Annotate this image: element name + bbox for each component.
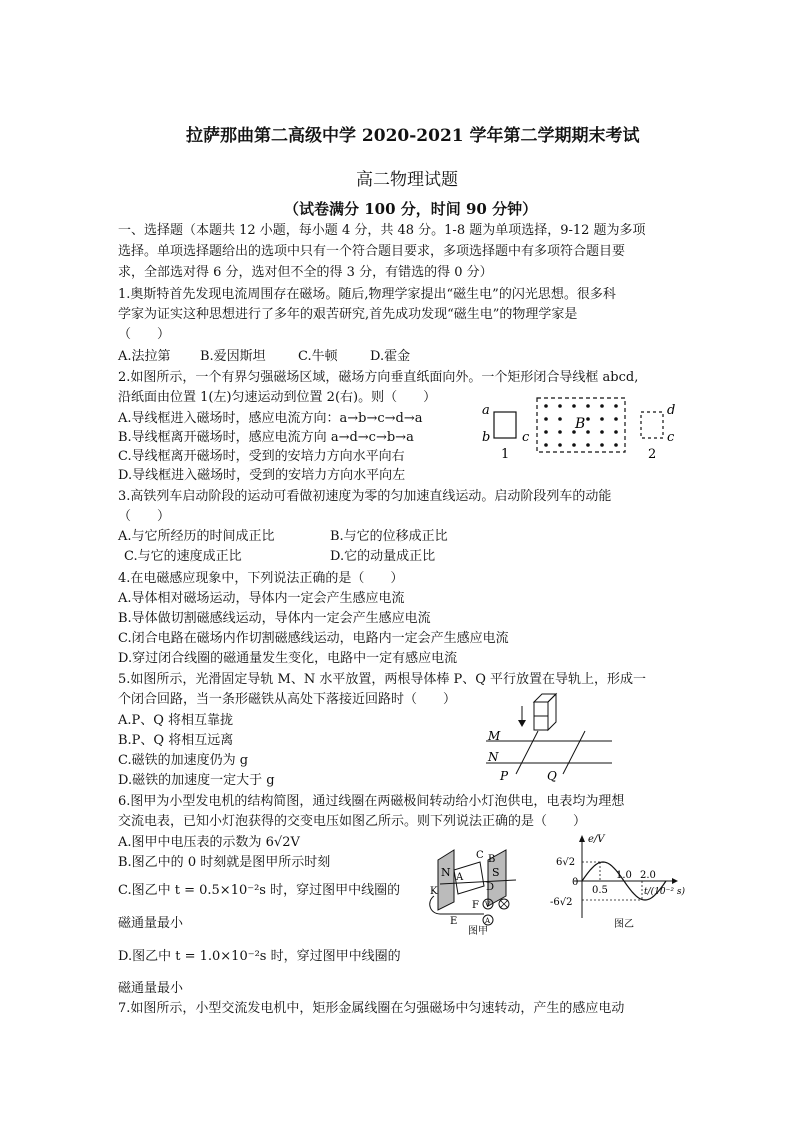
field-dot <box>614 443 618 447</box>
q6-label-c: C <box>476 850 484 861</box>
q2-frame-pos2 <box>641 412 663 438</box>
q6-option-a: A.图甲中电压表的示数为 6√2V <box>118 835 300 850</box>
q1-option-d: D.霍金 <box>370 349 411 364</box>
q1-line-2: 学家为证实这种思想进行了多年的艰苦研究,首先成功发现“磁生电”的物理学家是 <box>118 307 578 322</box>
q1-line-1: 1.奥斯特首先发现电流周围存在磁场。随后,物理学家提出“磁生电”的闪光思想。很多科 <box>118 287 616 302</box>
q3-option-b: B.与它的位移成正比 <box>330 529 448 544</box>
q6-label-n: N <box>441 866 451 879</box>
q6-yi-xlabel: t/(10⁻² s) <box>644 887 685 897</box>
q6-label-f: F <box>472 900 479 911</box>
field-dot <box>586 417 590 421</box>
q5-option-c: C.磁铁的加速度仍为 g <box>118 753 249 768</box>
q4-option-a: A.导体相对磁场运动，导体内一定会产生感应电流 <box>118 591 405 606</box>
q6-caption-jia: 图甲 <box>468 926 488 937</box>
q6-line-1: 6.图甲为小型发电机的结构简图，通过线圈在两磁极间转动给小灯泡供电，电表均为理想 <box>118 794 625 809</box>
q6-caption-yi: 图乙 <box>614 919 634 930</box>
q1-line-3: （ ） <box>118 327 171 342</box>
q2-figure <box>480 396 680 462</box>
q2-label-B: B <box>575 416 586 432</box>
field-dot <box>572 443 576 447</box>
section-instructions-line-1: 一、选择题（本题共 12 小题，每小题 4 分，共 48 分。1-8 题为单项选择，9-12 题为多项 <box>118 223 646 238</box>
field-dot <box>544 404 548 408</box>
q4-option-d: D.穿过闭合线圈的磁通量发生变化，电路中一定有感应电流 <box>118 651 458 666</box>
q2-option-b: B.导线框离开磁场时，感应电流方向 a→d→c→b→a <box>118 430 414 445</box>
q3-line-2: （ ） <box>118 509 171 524</box>
q2-line-1: 2.如图所示，一个有界匀强磁场区域，磁场方向垂直纸面向外。一个矩形闭合导线框 abcd, <box>118 370 639 385</box>
q6-label-s: S <box>492 866 500 879</box>
q6-label-b: B <box>488 854 496 865</box>
field-dot <box>586 443 590 447</box>
q6-pole-n <box>438 850 454 910</box>
q2-option-a: A.导线框进入磁场时，感应电流方向：a→b→c→d→a <box>118 411 423 426</box>
field-dot <box>600 430 604 434</box>
field-dot <box>544 443 548 447</box>
q3-option-a: A.与它所经历的时间成正比 <box>118 529 275 544</box>
q5-line-2: 个闭合回路，当一条形磁铁从高处下落接近回路时（ ） <box>118 692 457 707</box>
field-dot <box>614 417 618 421</box>
q5-label-p: P <box>500 769 509 783</box>
q7-line-1: 7.如图所示，小型交流发电机中，矩形金属线圈在匀强磁场中匀速转动，产生的感应电动 <box>118 1001 625 1016</box>
q2-label-pos1: 1 <box>501 447 510 462</box>
q6-yi-ytop: 6√2 <box>556 857 576 868</box>
q6-figure-yi <box>548 832 688 932</box>
q6-yi-tick-05: 0.5 <box>592 885 608 896</box>
q6-yi-tick-20: 2.0 <box>640 870 656 881</box>
q2-frame-pos1 <box>494 412 516 438</box>
field-dot <box>600 417 604 421</box>
q2-option-c: C.导线框离开磁场时，受到的安培力方向水平向右 <box>118 449 405 464</box>
q5-label-n: N <box>488 750 499 764</box>
q2-label-c: c <box>522 430 530 445</box>
q6-option-d: D.图乙中 t = 1.0×10⁻²s 时，穿过图甲中线圈的 <box>118 949 401 964</box>
q6-label-a: A <box>456 872 464 883</box>
q6-figure-jia <box>426 840 532 937</box>
q5-label-m: M <box>488 729 501 743</box>
q2-line-2: 沿纸面由位置 1(左)匀速运动到位置 2(右)。则（ ） <box>118 390 437 405</box>
q4-option-b: B.导体做切割磁感线运动，导体内一定会产生感应电流 <box>118 611 431 626</box>
q6-label-k: K <box>430 886 438 897</box>
q2-label-c2: c <box>667 430 675 445</box>
q5-figure <box>486 690 636 786</box>
q5-magnet <box>534 694 556 730</box>
q6-option-c: C.图乙中 t = 0.5×10⁻²s 时，穿过图甲中线圈的 <box>118 883 401 898</box>
section-instructions-line-2: 选择。单项选择题给出的选项中只有一个符合题目要求，多项选择题中有多项符合题目要 <box>118 244 626 259</box>
q6-option-d-cont: 磁通量最小 <box>118 981 184 996</box>
q6-label-d: D <box>486 882 495 893</box>
q6-option-b: B.图乙中的 0 时刻就是图甲所示时刻 <box>118 855 331 870</box>
field-dot <box>544 417 548 421</box>
q3-option-c: C.与它的速度成正比 <box>124 549 242 564</box>
field-dot <box>600 404 604 408</box>
section-instructions-line-3: 求，全部选对得 6 分，选对但不全的得 3 分，有错选的得 0 分） <box>118 265 493 280</box>
q6-label-am: A <box>485 917 491 925</box>
field-dot <box>544 430 548 434</box>
q3-option-d: D.它的动量成正比 <box>330 549 436 564</box>
q2-label-a: a <box>482 403 490 418</box>
q1-option-a: A.法拉第 <box>118 349 171 364</box>
q5-option-b: B.P、Q 将相互远离 <box>118 733 234 748</box>
q2-label-d: d <box>667 403 676 418</box>
q5-option-d: D.磁铁的加速度一定大于 g <box>118 773 275 788</box>
q6-yi-ybottom: -6√2 <box>550 897 573 908</box>
q5-bar-p <box>516 731 538 774</box>
field-dot <box>586 430 590 434</box>
field-dot <box>572 404 576 408</box>
exam-subtitle: 高二物理试题 <box>356 170 458 190</box>
q1-option-b: B.爱因斯坦 <box>200 349 266 364</box>
q1-option-c: C.牛顿 <box>298 349 338 364</box>
q5-option-a: A.P、Q 将相互靠拢 <box>118 713 234 728</box>
q4-line-1: 4.在电磁感应现象中，下列说法正确的是（ ） <box>118 571 404 586</box>
q6-label-e: E <box>450 916 458 927</box>
q5-line-1: 5.如图所示，光滑固定导轨 M、N 水平放置，两根导体棒 P、Q 平行放置在导轨上，形成一 <box>118 672 647 687</box>
q5-label-q: Q <box>547 769 557 783</box>
q6-label-v: V <box>485 901 491 909</box>
q3-line-1: 3.高铁列车启动阶段的运动可看做初速度为零的匀加速直线运动。启动阶段列车的动能 <box>118 489 612 504</box>
q6-yi-ylabel: e/V <box>588 834 605 845</box>
exam-note: （试卷满分 100 分，时间 90 分钟） <box>284 200 538 218</box>
q6-yi-tick-10: 1.0 <box>616 870 632 881</box>
field-dot <box>614 430 618 434</box>
field-dot <box>558 404 562 408</box>
field-dot <box>600 443 604 447</box>
field-dot <box>558 417 562 421</box>
q2-label-b: b <box>482 430 491 445</box>
q6-yi-origin: 0 <box>572 877 579 888</box>
q2-label-pos2: 2 <box>648 447 657 462</box>
q5-fall-arrow <box>518 706 526 727</box>
field-dot <box>614 404 618 408</box>
field-dot <box>586 404 590 408</box>
q2-option-d: D.导线框进入磁场时，受到的安培力方向水平向左 <box>118 468 406 483</box>
exam-title: 拉萨那曲第二高级中学 2020-2021 学年第二学期期末考试 <box>186 126 640 146</box>
q4-option-c: C.闭合电路在磁场内作切割磁感线运动，电路内一定会产生感应电流 <box>118 631 509 646</box>
q6-line-2: 交流电表，已知小灯泡获得的交变电压如图乙所示。则下列说法正确的是（ ） <box>118 814 587 829</box>
field-dot <box>558 430 562 434</box>
field-dot <box>558 443 562 447</box>
q6-option-c-cont: 磁通量最小 <box>118 916 184 931</box>
q5-bar-q <box>563 731 585 774</box>
